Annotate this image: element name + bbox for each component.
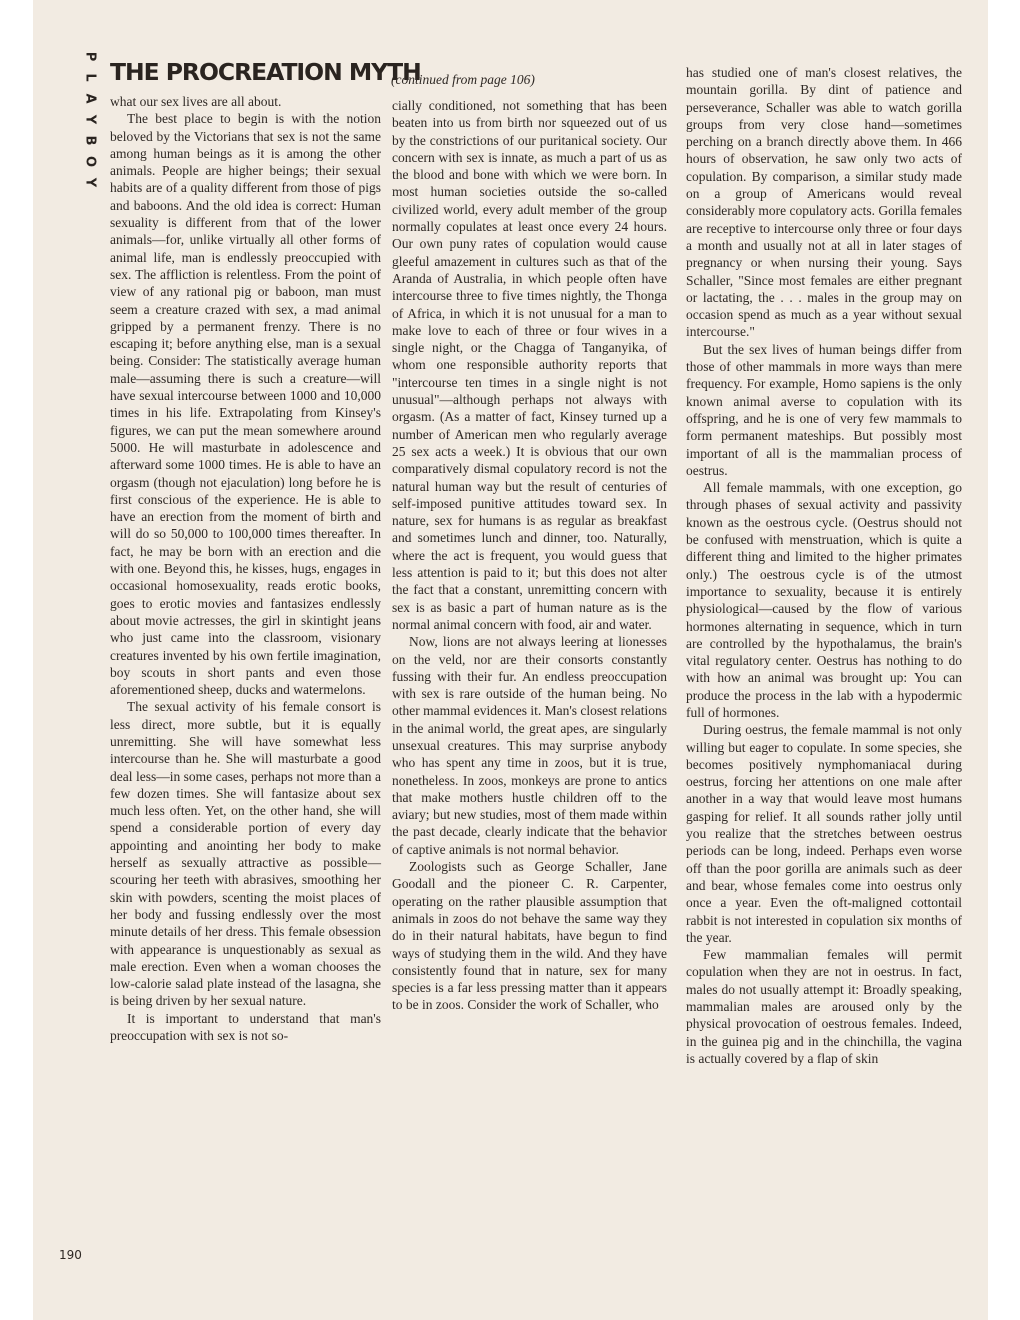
paragraph: what our sex lives are all about. (110, 94, 282, 109)
paragraph: Zoologists such as George Schaller, Jane Goodall and the pioneer C. R. Carpenter, operating on the rather plausible assumption that animals in zoos do not behave the same way they do in their natural habitats, have begun to find ways of studying them in the wild. And they have consistently found that in nature, sex for many species is a far less pressing matter than it appears to be in zoos. Consider the work of Schaller, who (392, 859, 667, 1013)
paragraph: All female mammals, with one exception, go through phases of sexual activity and passivity known as the oestrous cycle. (Oestrus should not be confused with menstruation, which is quite a different thing and limited to the higher primates only.) The oestrous cycle is of the utmost importance to sexuality, because it is entirely physiological—caused by the flow of various hormones alternating in sequence, which in turn are controlled by the hypothalamus, the brain's vital regulatory center. Oestrus has nothing to do with how an animal was brought up: You can produce the process in the lab with a hypodermic full of hormones. (686, 480, 962, 720)
continued-note: (continued from page 106) (391, 72, 535, 87)
text-column-2 (392, 97, 667, 1014)
magazine-name-vertical: P L A Y B O Y (82, 51, 98, 188)
page-number: 190 (59, 1248, 82, 1262)
article-title: THE PROCREATION MYTH (110, 60, 421, 86)
paragraph: cially conditioned, not something that has been beaten into us from birth nor squeezed out of us by the constrictions of our puritanical society. Our concern with sex is innate, as much a part of us as the blood and bone with which we were born. In most human societies outside the so-called civilized world, every adult member of the group normally copulates at least once every 24 hours. Our own puny rates of copulation would cause gleeful amazement in cultures such as that of the Aranda of Australia, in which people often have intercourse three to five times nightly, the Thonga of Africa, in which it is not unusual for a man to make love to each of three or four wives in a single night, or the Chagga of Tanganyika, of whom one responsible authority reports that "intercourse ten times in a single night is not unusual"—although perhaps not always with orgasm. (As a matter of fact, Kinsey turned up a number of American men who regularly average 25 sex acts a week.) It is obvious that our own comparatively dismal copulatory record is not the natural human way but the result of centuries of self-imposed punitive attitudes toward sex. In nature, sex for humans is as regular as breakfast and sometimes lunch and dinner, too. Naturally, where the act is frequent, you would guess that less attention is paid to it; but this does not alter the fact that a constant, unremitting concern with sex is as basic a part of human nature as is the normal animal concern with food, air and water. (392, 98, 667, 632)
paragraph: has studied one of man's closest relatives, the mountain gorilla. By dint of patience and perseverance, Schaller was able to watch gorilla groups from very close hand—sometimes perching on a branch directly above them. In 466 hours of observation, he saw only two acts of copulation. By comparison, a similar study made on a group of Americans would reveal considerably more copulatory acts. Gorilla females are receptive to intercourse only three or four days a month and usually not at all in later stages of pregnancy or when nursing their young. Says Schaller, "Since most females are either pregnant or lactating, the . . . males in the group may on occasion spend as much as a year without sexual intercourse." (686, 65, 962, 340)
text-column-3 (686, 64, 962, 1067)
paragraph: The best place to begin is with the notion beloved by the Victorians that sex is not the same among human beings as it is among the other animals. People are higher beings; their sexual habits are of a quality different from those of pigs and baboons. And the old idea is correct: Human sexuality is different from that of the lower animals—for, unlike virtually all other forms of animal life, man is endlessly preoccupied with sex. The affliction is relentless. From the point of view of any rational pig or baboon, man must seem a creature crazed with sex, a mad animal gripped by a permanent frenzy. There is no escaping it; before anything else, man is a sexual being. Consider: The statistically average human male—assuming there is such a creature—will have sexual intercourse between 1000 and 10,000 times in his life. Extrapolating from Kinsey's figures, we can put the mean somewhere around 5000. He will masturbate in adolescence and afterward some 1000 times. He is able to have an orgasm (though not ejaculation) long before he is first conscious of the experience. He is able to have an erection from the moment of birth and will do so 50,000 to 100,000 times thereafter. In fact, he may be born with an erection and die with one. Beyond this, he kisses, hugs, engages in occasional homosexuality, reads erotic books, goes to erotic movies and fantasizes endlessly about movie actresses, the girl in skintight jeans who just came into the classroom, visionary creatures invented by his own fertile imagination, boy scouts in short pants and even those aforementioned sheep, ducks and watermelons. (110, 111, 381, 698)
paragraph: During oestrus, the female mammal is not only willing but eager to copulate. In some species, she becomes positively nymphomaniacal during oestrus, forcing her attentions on one male after another in a way that would leave most humans gasping for relief. It all sounds rather jolly until you realize that the stretches between oestrus periods can be long, indeed. Perhaps even worse off than the poor gorilla are animals such as deer and bear, whose females come into oestrus only once a year. Even the oft-maligned cottontail rabbit is not interested in copulation six months of the year. (686, 722, 962, 945)
paragraph: Now, lions are not always leering at lionesses on the veld, nor are their consorts constantly fussing with their fur. An endless preoccupation with sex is rare outside of the human being. No other mammal evidences it. Man's closest relations in the animal world, the great apes, are singularly unsexual creatures. This may surprise anybody who has spent any time in zoos, but it is true, nonetheless. In zoos, monkeys are prone to antics that make mothers hustle children off to the aviary; but new studies, most of them made within the past decade, clearly indicate that the behavior of captive animals is not normal behavior. (392, 634, 667, 857)
paragraph: But the sex lives of human beings differ from those of other mammals in more ways than mere frequency. For example, Homo sapiens is the only known animal averse to copulation with its offspring, and he is one of very few mammals to form permanent mateships. But possibly most important of all is the mammalian process of oestrus. (686, 341, 962, 478)
text-column-1 (110, 93, 381, 1044)
paragraph: Few mammalian females will permit copulation when they are not in oestrus. In fact, males do not usually attempt it: Broadly speaking, mammalian males are aroused only by the physical provocation of oestrous females. Indeed, in the guinea pig and in the chinchilla, the vagina is actually covered by a flap of skin (686, 947, 962, 1066)
paragraph: The sexual activity of his female consort is less direct, more subtle, but it is equally unremitting. She will have somewhat less intercourse than he. She will masturbate a good deal less—in some cases, perhaps not more than a few dozen times. She will fantasize about sex much less often. Yet, on the other hand, she will spend a considerable portion of every day appointing and anointing her body to make herself as sexually attractive as possible—scouring her teeth with abrasives, smoothing her skin with powders, scenting the moist places of her body and fussing endlessly over the most minute details of her dress. This female obsession with appearance is unquestionably as sexual as male erection. Even when a woman chooses the low-calorie salad plate instead of the lasagna, she is being driven by her sexual nature. (110, 699, 381, 1009)
paragraph: It is important to understand that man's preoccupation with sex is not so- (110, 1010, 381, 1044)
